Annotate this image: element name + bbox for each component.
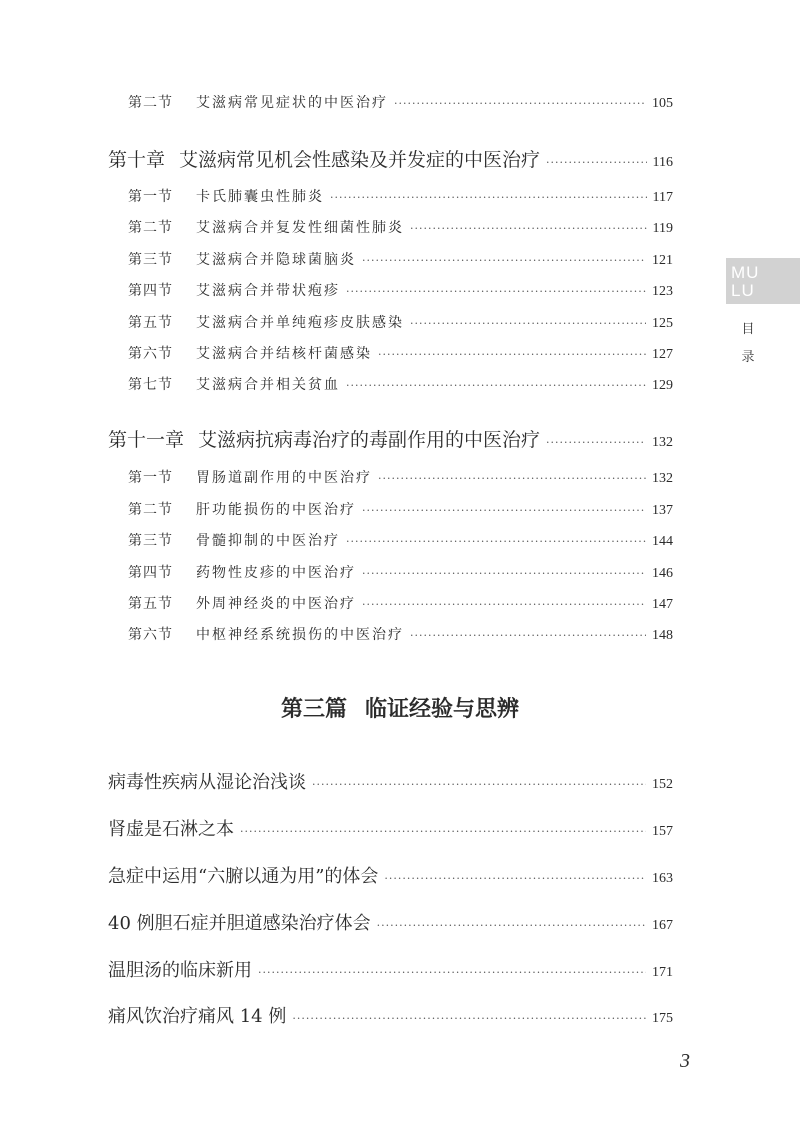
section-number: 第二节 [128, 95, 173, 111]
section-number: 第一节 [128, 470, 173, 486]
toc-article-row [108, 909, 673, 935]
article-title: 肾虚是石淋之本 [108, 819, 234, 840]
section-number: 第五节 [128, 315, 173, 331]
page-ref: 125 [652, 316, 673, 331]
page-ref: 123 [652, 284, 673, 299]
page-ref: 129 [652, 378, 673, 393]
section-number: 第七节 [128, 377, 173, 393]
toc-section-row [128, 343, 673, 363]
page-ref: 163 [652, 871, 673, 886]
toc-section-row [128, 467, 673, 487]
page-ref: 167 [652, 918, 673, 933]
part-heading [0, 692, 800, 723]
chapter-title: 艾滋病常见机会性感染及并发症的中医治疗 [179, 149, 541, 171]
dot-leader [346, 379, 646, 392]
section-number: 第一节 [128, 189, 173, 205]
dot-leader [362, 567, 646, 580]
toc-section-row [128, 217, 673, 237]
dot-leader [377, 919, 646, 932]
section-title: 艾滋病常见症状的中医治疗 [196, 95, 388, 111]
section-number: 第六节 [128, 346, 173, 362]
toc-section-row [128, 593, 673, 613]
dot-leader [362, 504, 646, 517]
section-title: 艾滋病合并复发性细菌性肺炎 [196, 220, 404, 236]
page-ref: 116 [652, 155, 673, 170]
page-ref: 147 [652, 597, 673, 612]
dot-leader [240, 825, 646, 838]
toc-article-row [108, 862, 673, 888]
section-title: 艾滋病合并单纯疱疹皮肤感染 [196, 315, 404, 331]
section-number: 第二节 [128, 220, 173, 236]
dot-leader [410, 222, 647, 235]
section-title: 卡氏肺囊虫性肺炎 [196, 189, 324, 205]
dot-leader [384, 872, 646, 885]
dot-leader [312, 778, 646, 791]
side-tab-line1: MU [731, 263, 760, 282]
chapter-number: 第十章 [108, 149, 166, 171]
section-number: 第三节 [128, 252, 173, 268]
part-title: 临证经验与思辨 [365, 697, 520, 722]
toc-section-row [128, 624, 673, 644]
page-ref: 175 [652, 1011, 673, 1026]
toc-article-row [108, 768, 673, 794]
toc-section-row [128, 530, 673, 550]
toc-article-row [108, 815, 673, 841]
section-title: 骨髓抑制的中医治疗 [196, 533, 340, 549]
dot-leader [378, 348, 646, 361]
page-ref: 157 [652, 824, 673, 839]
toc-article-row [108, 956, 673, 982]
side-tab-line2: LU [731, 281, 755, 300]
page-ref: 148 [652, 628, 673, 643]
section-number: 第六节 [128, 627, 173, 643]
dot-leader [258, 966, 646, 979]
page-ref: 144 [652, 534, 673, 549]
toc-section-row [128, 92, 673, 112]
toc-section-row [128, 312, 673, 332]
toc-section-row [128, 562, 673, 582]
toc-section-row [128, 249, 673, 269]
article-title: 病毒性疾病从湿论治浅谈 [108, 772, 306, 793]
page-ref: 117 [652, 190, 673, 205]
page-ref: 127 [652, 347, 673, 362]
section-title: 中枢神经系统损伤的中医治疗 [196, 627, 404, 643]
dot-leader [546, 436, 646, 449]
page-ref: 119 [652, 221, 673, 236]
section-number: 第三节 [128, 533, 173, 549]
page-ref: 105 [652, 96, 673, 111]
side-tab [726, 258, 800, 304]
section-title: 药物性皮疹的中医治疗 [196, 565, 356, 581]
toc-chapter-row [108, 425, 673, 452]
page-ref: 132 [652, 435, 673, 450]
page-ref: 121 [652, 253, 673, 268]
dot-leader [362, 254, 646, 267]
section-title: 胃肠道副作用的中医治疗 [196, 470, 372, 486]
section-title: 外周神经炎的中医治疗 [196, 596, 356, 612]
section-title: 艾滋病合并相关贫血 [196, 377, 340, 393]
toc-section-row [128, 499, 673, 519]
dot-leader [410, 629, 646, 642]
dot-leader [394, 97, 646, 110]
page-ref: 132 [652, 471, 673, 486]
toc-section-row [128, 280, 673, 300]
toc-chapter-row [108, 145, 673, 172]
side-tab-label: 目 录 [741, 322, 755, 365]
article-title: 温胆汤的临床新用 [108, 960, 252, 981]
dot-leader [346, 535, 646, 548]
dot-leader [330, 191, 647, 204]
section-title: 艾滋病合并结核杆菌感染 [196, 346, 372, 362]
dot-leader [378, 472, 646, 485]
chapter-title: 艾滋病抗病毒治疗的毒副作用的中医治疗 [198, 429, 541, 451]
dot-leader [346, 285, 646, 298]
article-title: 痛风饮治疗痛风 14 例 [108, 1006, 287, 1027]
page-ref: 152 [652, 777, 673, 792]
page-number: 3 [680, 1050, 690, 1072]
toc-article-row [108, 1002, 673, 1028]
dot-leader [410, 317, 646, 330]
section-number: 第二节 [128, 502, 173, 518]
article-title: 40 例胆石症并胆道感染治疗体会 [108, 913, 371, 934]
part-number: 第三篇 [280, 697, 347, 722]
page-ref: 171 [652, 965, 673, 980]
toc-section-row [128, 186, 673, 206]
section-title: 艾滋病合并带状疱疹 [196, 283, 340, 299]
section-number: 第五节 [128, 596, 173, 612]
page-ref: 137 [652, 503, 673, 518]
dot-leader [362, 598, 646, 611]
dot-leader [546, 156, 646, 169]
section-title: 肝功能损伤的中医治疗 [196, 502, 356, 518]
section-number: 第四节 [128, 565, 173, 581]
article-title: 急症中运用“六腑以通为用”的体会 [108, 866, 379, 887]
toc-section-row [128, 374, 673, 394]
chapter-number: 第十一章 [108, 429, 185, 451]
section-title: 艾滋病合并隐球菌脑炎 [196, 252, 356, 268]
page-ref: 146 [652, 566, 673, 581]
section-number: 第四节 [128, 283, 173, 299]
dot-leader [292, 1012, 646, 1025]
